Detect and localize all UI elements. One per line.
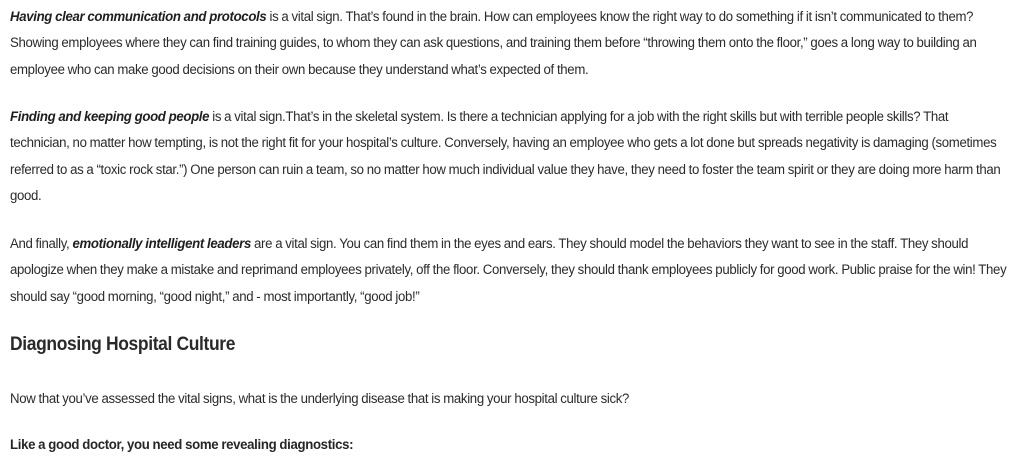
paragraph-diagnostics-lead: Like a good doctor, you need some revealing diagnostics: (10, 437, 354, 453)
paragraph-good-people-text: is a vital sign.That’s in the skeletal system. Is there a technician applying for a job with the right skills but with terrible people skills? That technician, no matter how tempting, is not the right fit for your hospital’s culture. Conversely, having an employee who gets a lot done but spreads negativity is damaging (sometimes referred to as a “toxic rock star.”) One person can ruin a team, so no matter how much individual value they have, they need to foster the team spirit or they are doing more harm than good. (10, 109, 1001, 205)
paragraph-communication (10, 4, 1010, 83)
emphasis-communication: Having clear communication and protocols (10, 9, 267, 25)
paragraph-leaders-intro: And finally, (10, 236, 73, 252)
paragraph-vital-signs-question: Now that you’ve assessed the vital signs, what is the underlying disease that is making your hospital culture sick? (10, 391, 630, 407)
paragraph-leaders-text: are a vital sign. You can find them in the eyes and ears. They should model the behaviors they want to see in the staff. They should apologize when they make a mistake and reprimand employees privately, off the floor. Conversely, they should thank employees publicly for good work. Public praise for the win! They should say “good morning, “good night,” and - most importantly, “good job!” (10, 236, 1007, 305)
emphasis-good-people: Finding and keeping good people (10, 109, 210, 125)
emphasis-leaders: emotionally intelligent leaders (72, 236, 251, 252)
section-heading: Diagnosing Hospital Culture (10, 334, 236, 355)
paragraph-communication-text: is a vital sign. That’s found in the brain. How can employees know the right way to do something if it isn’t communicated to them? Showing employees where they can find training guides, to whom they can ask questions, and training them before “throwing them onto the floor,” goes a long way to building an employee who can make good decisions on their own because they understand what’s expected of them. (10, 9, 977, 78)
paragraph-leaders (10, 231, 1010, 310)
paragraph-good-people (10, 104, 1010, 210)
